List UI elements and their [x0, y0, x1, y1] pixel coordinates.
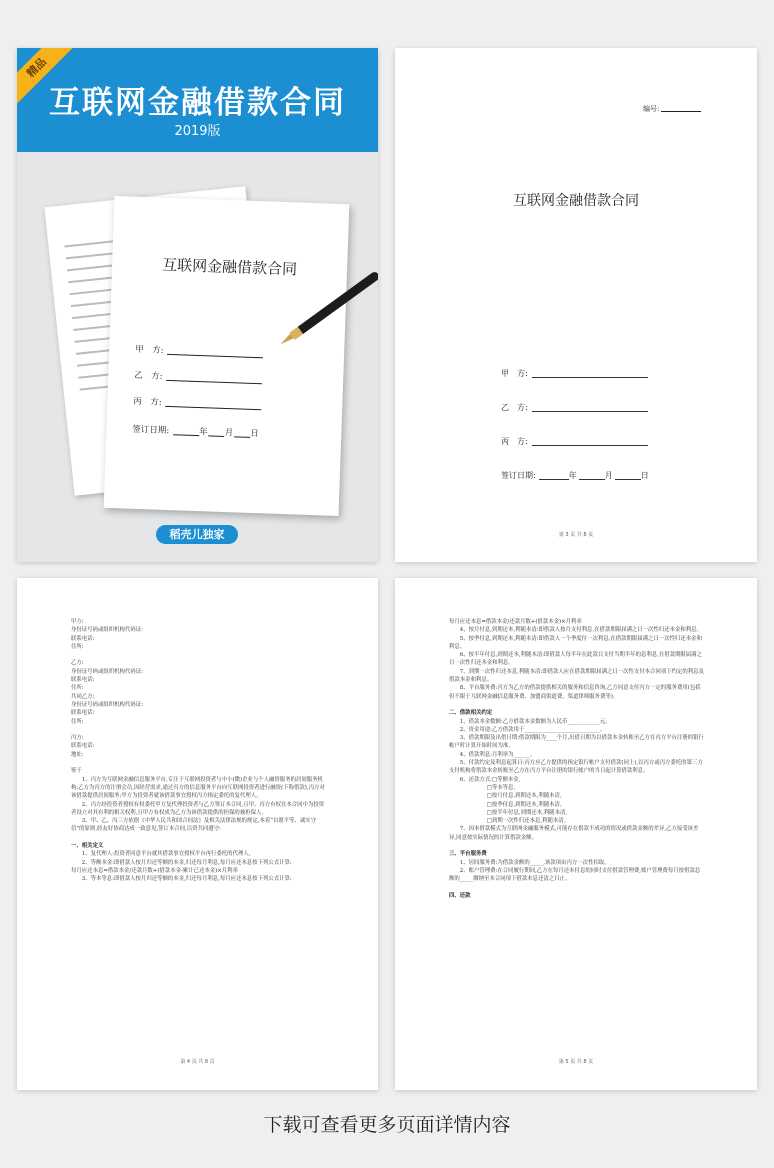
page-3-preview[interactable]	[395, 48, 757, 562]
page-3-title: 互联网金融借款合同	[513, 193, 639, 209]
sheet-title: 互联网金融借款合同	[161, 255, 298, 279]
text-line: 鉴于	[71, 768, 82, 775]
text-line: 6、按半年付息,到期还本,利随本清:即借款人每半年在此款日支付当期半年的息利息,在借款期限届满之日一次性归还本金和利息。	[449, 652, 702, 667]
page-indicator: 第 3 页 共 8 页	[558, 532, 594, 538]
text-line: □按季付息,到期还本,利随本清,	[449, 801, 562, 808]
exclusive-badge: 稻壳儿独家	[156, 525, 238, 544]
cover-year: 2019版	[174, 124, 221, 139]
text-line: 3、等本等息:即借款人按月归还等额的本金,归还每月利息,每月应还本息按下列公式计算:	[71, 876, 292, 883]
text-line: 联系电话:	[71, 743, 95, 750]
cover-party-c: 丙 方:	[133, 395, 262, 411]
page-indicator: 第 5 页 共 8 页	[558, 1059, 594, 1065]
text-line: 2、资金用途:乙方借款用于____________________________。	[449, 726, 606, 733]
page-5-body	[449, 618, 705, 900]
text-line: □到期一次性归还本息,利随本清。	[449, 818, 570, 825]
cover-sign-date: 签订日期: 年 月 日	[132, 424, 259, 440]
section-heading: 三、平台服务费	[449, 851, 487, 858]
premium-badge: 精品	[17, 48, 77, 108]
front-sheet	[104, 196, 350, 516]
contract-number: 编号:	[643, 104, 701, 114]
text-line: 身份证号码或组织机构代码证:	[71, 627, 143, 634]
download-more-note[interactable]: 下载可查看更多页面详情内容	[263, 1114, 511, 1136]
text-line: 5、付款约定及利息起算日:丙方应乙方提供的指定银行帐户支付借款(同上),以丙方或丙方委托的第三方支付机构将借款本金转账至乙方在丙方平台注册的银行帐户的当日起计算借款利息。	[449, 760, 703, 775]
text-line: 联系电话:	[71, 635, 95, 642]
text-line: 联系电话:	[71, 677, 95, 684]
page-indicator: 第 4 页 共 8 页	[180, 1059, 215, 1065]
text-line: 1、丙方为互联网金融信息服务平台,专注于互联网投资者与中小(微)企业与个人融资服务的居间服务机构;乙方为丙方的注册会员,因经营需求,通过丙方的信息服务平台向互联网投资者进行融资(下称借款),丙方对该借款提供居间服务;甲方为投资者就该借款事宜授权丙方指定委托的复代理人。	[71, 776, 325, 800]
text-line: 1、复代理人:投资者同意平台就其借款事宜授权平台再行委托的代理人。	[71, 851, 255, 858]
text-line: 8、平台服务费:丙方为乙方的借款提供相关的服务和信息咨询,乙方同意支付丙方一定的服务费用(包括但不限于互联网金融信息服务费、加盟商渠道费、渠道律师服务费等)。	[449, 685, 701, 700]
text-line: 甲方:	[71, 619, 84, 625]
text-line: 4、借款利息:月利率为______。	[449, 751, 536, 758]
party-c-field: 丙 方:	[501, 436, 648, 447]
text-line: 2、丙方经投资者授权有权委托甲方复代理投资者与乙方签订本合同,且甲、丙方有权在本合同中为投资者设立对其有利的相关权利,且甲方有权成为乙方为该借款提供的担保的被担保人。	[71, 801, 325, 816]
text-line: 7、因本借款模式为互联网金融服务模式,可能存在借款不成功的情况或借款金额的差异,乙方接受该差异,同意按实际情况的计算借款金额。	[449, 826, 699, 841]
text-line: □等本等息,	[449, 784, 516, 791]
text-line: 共同乙方:	[71, 693, 95, 700]
text-line: 每月应还本息=借款本金/还款月数+(借款本金)×月利率	[449, 619, 582, 625]
cover-preview[interactable]	[17, 48, 378, 562]
text-line: 3、借款期限及出借日期:借款期限为____个月,出借日期为以借款本金转账至乙方在丙方平台注册的银行帐户时计算开始时间为准。	[449, 735, 704, 750]
text-line: 身份证号码或组织机构代码证:	[71, 701, 143, 708]
party-b-field: 乙 方:	[501, 402, 648, 413]
section-heading: 二、借款相关约定	[449, 710, 493, 717]
party-a-field: 甲 方:	[501, 368, 648, 379]
sign-date-field: 签订日期: 年 月 日	[501, 471, 649, 480]
text-line: 乙方:	[71, 660, 84, 667]
text-line: 住所:	[71, 685, 84, 692]
page-4-preview[interactable]	[17, 578, 378, 1090]
text-line: 7、到期一次性归还本息,利随本清:即借款人应在借款期限届满之日一次性支付本合同项下约定的利息及借款本金和利息。	[449, 668, 704, 684]
text-line: □按半年付息,到期还本,利随本清,	[449, 809, 568, 816]
text-line: 丙方:	[71, 735, 84, 742]
text-line: 3、甲、乙、丙三方依据《中华人民共和国合同法》及相关法律法规的规定,本着“自愿平等、诚实守信”的原则,经友好协商达成一致意见,签订本合同,以资共同遵守:	[71, 818, 317, 833]
text-line: 5、按季付息,到期还本,利随本清:即借款人一个季度付一次利息,在借款期限届满之日一次性归还本金和利息。	[449, 635, 702, 650]
text-line: 联系电话:	[71, 710, 95, 717]
text-line: 住所:	[71, 718, 84, 725]
text-line: 住所:	[71, 643, 84, 650]
text-line: 2、等额本金:即借款人按月归还等额的本金,归还每月利息,每月应还本息按下列公式计算:	[71, 859, 292, 866]
text-line: 4、按月付息,到期还本,利随本清:即借款人按月支付利息,在借款期限届满之日一次性归还本金和利息。	[449, 627, 702, 634]
section-heading: 一、相关定义	[71, 843, 104, 850]
page-5-preview[interactable]	[395, 578, 757, 1090]
cover-title: 互联网金融借款合同	[49, 85, 346, 121]
cover-party-b: 乙 方:	[134, 369, 263, 385]
cover-party-a: 甲 方:	[135, 343, 264, 359]
text-line: 每月应还本息=借款本金/还款月数+(借款本金-累计已还本金)×月利率	[71, 867, 238, 874]
text-line: 身份证号码或组织机构代码证:	[71, 668, 143, 675]
text-line: 6、还款方式:□等额本金,	[449, 776, 521, 783]
text-line: □按月付息,到期还本,利随本清,	[449, 793, 562, 800]
text-line: 2、账户管理费:在合同履行期间,乙方在每月还本付息的同时支付借款管理费,账户管理费每月按借款总额的_____缴纳至本合同项下借款本息还清之日止。	[449, 867, 701, 883]
section-heading: 四、还款	[449, 892, 471, 899]
text-line: 1、居间服务费:为借款金额的_____,该款项由丙方一次性扣取。	[449, 859, 610, 866]
page-4-body	[71, 618, 327, 884]
text-line: 1、借款本金数额:乙方借款本金数额为人民币____________元。	[449, 718, 611, 725]
text-line: 地址:	[71, 751, 84, 758]
